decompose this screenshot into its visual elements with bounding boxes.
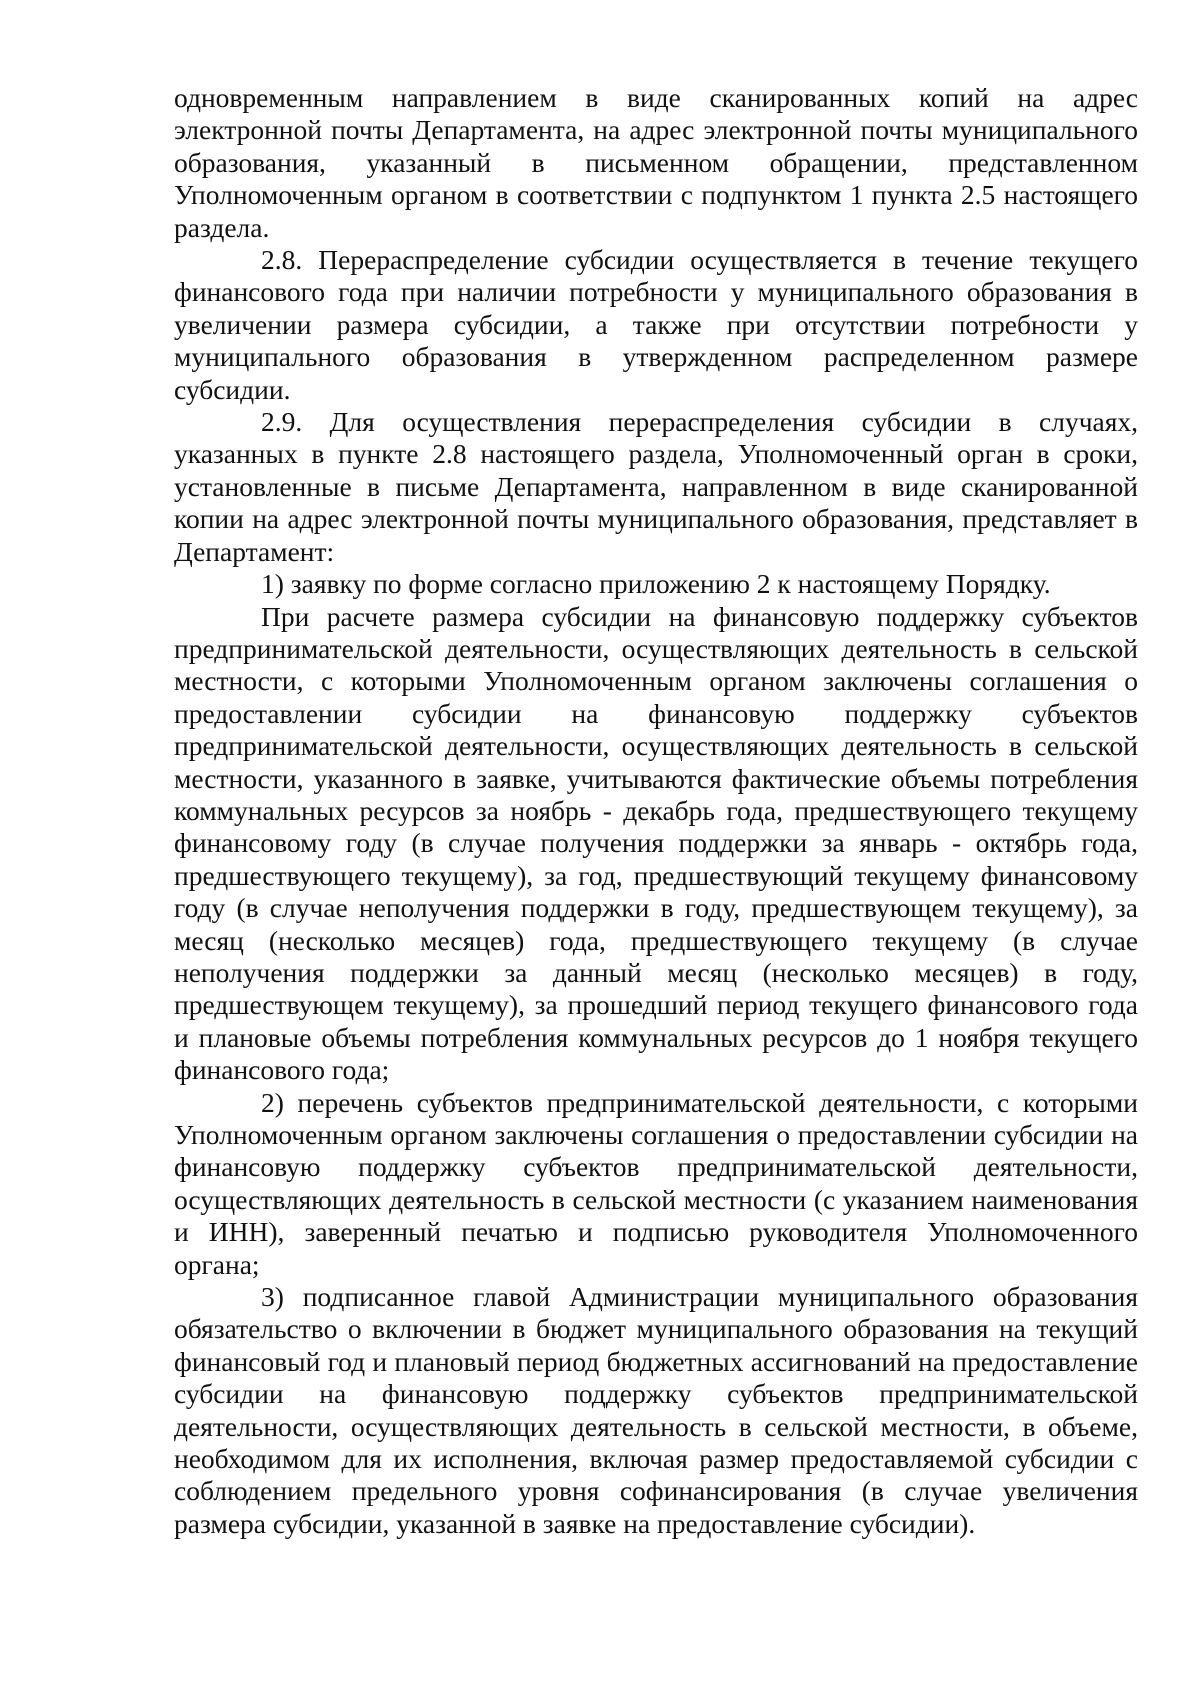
list-item-2: 2) перечень субъектов предпринимательской деятельности, с которыми Уполномоченным органом заключены соглашения о предоставлении субсидии на финансовую поддержку субъектов предпринимательской деятельности, осуществляющих деятельность в сельской местности (с указанием наименования и ИНН), заверенный печатью и подписью руководителя Уполномоченного органа; [174, 1086, 1138, 1280]
paragraph-2-9: 2.9. Для осуществления перераспределения субсидии в случаях, указанных в пункте 2.8 настоящего раздела, Уполномоченный орган в сроки, установленные в письме Департамента, направленном в виде сканированной копии на адрес электронной почты муниципального образования, представляет в Департамент: [174, 406, 1138, 567]
document-page [174, 82, 1138, 1540]
paragraph-calculation: При расчете размера субсидии на финансовую поддержку субъектов предпринимательской деятельности, осуществляющих деятельность в сельской местности, с которыми Уполномоченным органом заключены соглашения о предоставлении субсидии на финансовую поддержку субъектов предпринимательской деятельности, осуществляющих деятельность в сельской местности, указанного в заявке, учитываются фактические объемы потребления коммунальных ресурсов за ноябрь - декабрь года, предшествующего текущему финансовому году (в случае получения поддержки за январь - октябрь года, предшествующего текущему), за год, предшествующий текущему финансовому году (в случае неполучения поддержки в году, предшествующем текущему), за месяц (несколько месяцев) года, предшествующего текущему (в случае неполучения поддержки за данный месяц (несколько месяцев) в году, предшествующем текущему), за прошедший период текущего финансового года и плановые объемы потребления коммунальных ресурсов до 1 ноября текущего финансового года; [174, 600, 1138, 1086]
list-item-1: 1) заявку по форме согласно приложению 2 к настоящему Порядку. [261, 568, 1051, 600]
paragraph-2-8: 2.8. Перераспределение субсидии осуществляется в течение текущего финансового года при наличии потребности у муниципального образования в увеличении размера субсидии, а также при отсутствии потребности у муниципального образования в утвержденном распределенном размере субсидии. [174, 244, 1138, 405]
paragraph-continuation: одновременным направлением в виде сканированных копий на адрес электронной почты Департамента, на адрес электронной почты муниципального образования, указанный в письменном обращении, представленном Уполномоченным органом в соответствии с подпунктом 1 пункта 2.5 настоящего раздела. [174, 82, 1138, 243]
list-item-3: 3) подписанное главой Администрации муниципального образования обязательство о включении в бюджет муниципального образования на текущий финансовый год и плановый период бюджетных ассигнований на предоставление субсидии на финансовую поддержку субъектов предпринимательской деятельности, осуществляющих деятельность в сельской местности, в объеме, необходимом для их исполнения, включая размер предоставляемой субсидии с соблюдением предельного уровня софинансирования (в случае увеличения размера субсидии, указанной в заявке на предоставление субсидии). [174, 1281, 1138, 1539]
